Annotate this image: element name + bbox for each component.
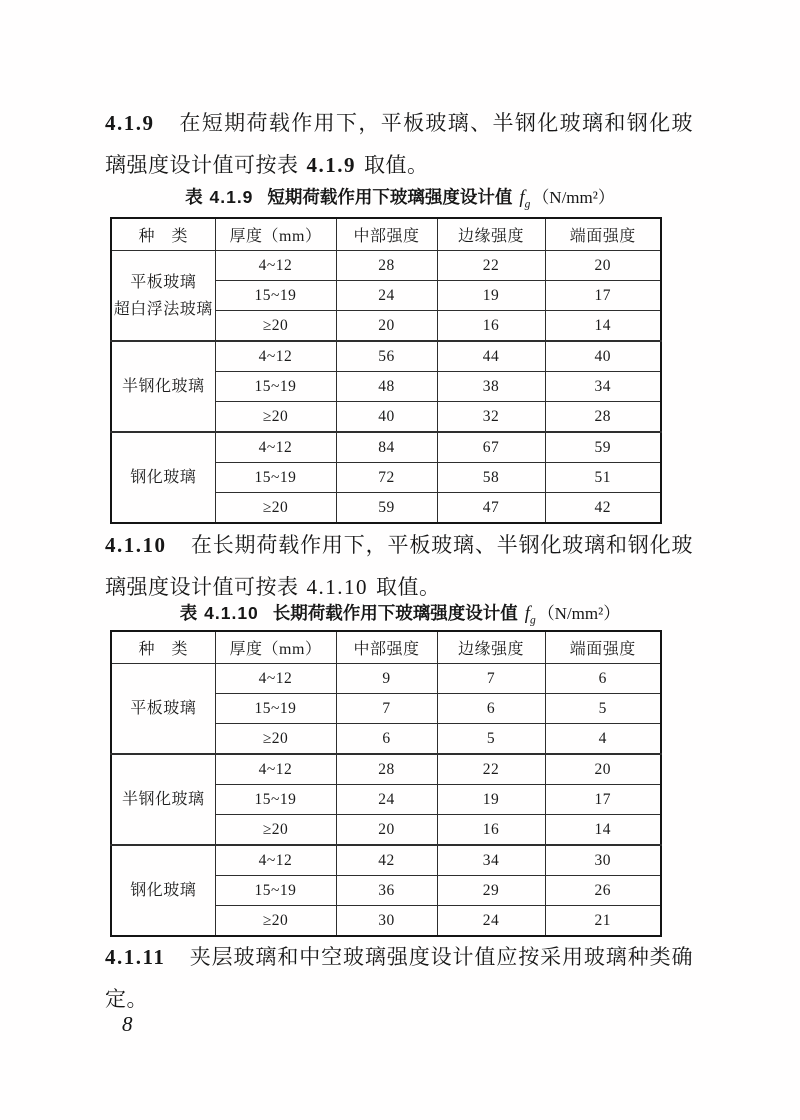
thickness-cell: 15~19 bbox=[215, 463, 336, 493]
edge-strength-cell: 34 bbox=[437, 845, 545, 876]
table-2-caption-unit: （N/mm²） bbox=[537, 604, 621, 623]
column-header-end-strength: 端面强度 bbox=[545, 218, 661, 251]
clause-4-1-10 bbox=[105, 524, 693, 608]
table-row bbox=[111, 754, 661, 785]
thickness-cell: 4~12 bbox=[215, 251, 336, 281]
mid-strength-cell: 72 bbox=[336, 463, 437, 493]
glass-kind-line: 钢化玻璃 bbox=[130, 469, 197, 486]
table-reference: 4.1.9 bbox=[306, 153, 356, 177]
clause-4-1-9 bbox=[105, 102, 693, 186]
glass-kind-line: 钢化玻璃 bbox=[130, 882, 197, 899]
mid-strength-cell: 56 bbox=[336, 341, 437, 372]
thickness-cell: 4~12 bbox=[215, 432, 336, 463]
mid-strength-cell: 84 bbox=[336, 432, 437, 463]
column-header-kind: 种 类 bbox=[111, 218, 215, 251]
mid-strength-cell: 40 bbox=[336, 402, 437, 433]
table-row bbox=[111, 251, 661, 281]
mid-strength-cell: 42 bbox=[336, 845, 437, 876]
fg-symbol bbox=[519, 188, 531, 211]
thickness-cell: ≥20 bbox=[215, 311, 336, 342]
end-strength-cell: 59 bbox=[545, 432, 661, 463]
glass-kind-cell bbox=[111, 341, 215, 432]
thickness-cell: 4~12 bbox=[215, 754, 336, 785]
thickness-cell: ≥20 bbox=[215, 493, 336, 524]
column-header-edge-strength: 边缘强度 bbox=[437, 631, 545, 664]
glass-kind-cell bbox=[111, 754, 215, 845]
thickness-cell: 4~12 bbox=[215, 845, 336, 876]
column-header-mid-strength: 中部强度 bbox=[336, 631, 437, 664]
glass-kind-line: 平板玻璃 bbox=[130, 700, 197, 717]
edge-strength-cell: 5 bbox=[437, 724, 545, 755]
f-symbol: f bbox=[524, 604, 530, 624]
column-header-kind: 种 类 bbox=[111, 631, 215, 664]
thickness-cell: 4~12 bbox=[215, 341, 336, 372]
glass-kind-line: 半钢化玻璃 bbox=[121, 791, 205, 808]
glass-kind-cell bbox=[111, 251, 215, 342]
end-strength-cell: 14 bbox=[545, 311, 661, 342]
mid-strength-cell: 6 bbox=[336, 724, 437, 755]
long-term-strength-table bbox=[110, 630, 662, 937]
thickness-cell: 4~12 bbox=[215, 664, 336, 694]
table-1-caption-label: 表 4.1.9 bbox=[185, 187, 254, 207]
clause-4-1-11 bbox=[105, 936, 693, 1020]
clause-number: 4.1.10 bbox=[105, 533, 167, 557]
glass-kind-line: 平板玻璃 bbox=[130, 273, 197, 291]
mid-strength-cell: 30 bbox=[336, 906, 437, 937]
clause-text: 夹层玻璃和中空玻璃强度设计值应按采用玻璃种类确定。 bbox=[105, 945, 693, 1011]
thickness-cell: 15~19 bbox=[215, 876, 336, 906]
edge-strength-cell: 38 bbox=[437, 372, 545, 402]
table-header-row bbox=[111, 631, 661, 664]
glass-kind-cell bbox=[111, 664, 215, 755]
thickness-cell: 15~19 bbox=[215, 785, 336, 815]
clause-number: 4.1.11 bbox=[105, 945, 166, 969]
mid-strength-cell: 36 bbox=[336, 876, 437, 906]
end-strength-cell: 26 bbox=[545, 876, 661, 906]
end-strength-cell: 20 bbox=[545, 251, 661, 281]
edge-strength-cell: 16 bbox=[437, 815, 545, 846]
clause-text: 在长期荷载作用下，平板玻璃、半钢化玻璃和钢化玻璃强度设计值可按表 bbox=[105, 533, 693, 599]
end-strength-cell: 6 bbox=[545, 664, 661, 694]
edge-strength-cell: 6 bbox=[437, 694, 545, 724]
end-strength-cell: 4 bbox=[545, 724, 661, 755]
edge-strength-cell: 58 bbox=[437, 463, 545, 493]
table-row bbox=[111, 341, 661, 372]
end-strength-cell: 21 bbox=[545, 906, 661, 937]
clause-text: 取值。 bbox=[376, 575, 441, 599]
table-2-caption-title: 长期荷载作用下玻璃强度设计值 bbox=[272, 603, 518, 623]
clause-text: 取值。 bbox=[364, 153, 429, 177]
table-row bbox=[111, 432, 661, 463]
mid-strength-cell: 48 bbox=[336, 372, 437, 402]
mid-strength-cell: 24 bbox=[336, 785, 437, 815]
mid-strength-cell: 20 bbox=[336, 815, 437, 846]
end-strength-cell: 40 bbox=[545, 341, 661, 372]
edge-strength-cell: 16 bbox=[437, 311, 545, 342]
table-1-caption bbox=[0, 184, 800, 218]
edge-strength-cell: 47 bbox=[437, 493, 545, 524]
clause-text: 在短期荷载作用下，平板玻璃、半钢化玻璃和钢化玻璃强度设计值可按表 bbox=[105, 111, 693, 177]
edge-strength-cell: 22 bbox=[437, 754, 545, 785]
end-strength-cell: 42 bbox=[545, 493, 661, 524]
fg-symbol bbox=[524, 604, 536, 627]
column-header-mid-strength: 中部强度 bbox=[336, 218, 437, 251]
mid-strength-cell: 20 bbox=[336, 311, 437, 342]
column-header-end-strength: 端面强度 bbox=[545, 631, 661, 664]
end-strength-cell: 5 bbox=[545, 694, 661, 724]
end-strength-cell: 17 bbox=[545, 785, 661, 815]
column-header-thickness: 厚度（mm） bbox=[215, 218, 336, 251]
end-strength-cell: 30 bbox=[545, 845, 661, 876]
end-strength-cell: 51 bbox=[545, 463, 661, 493]
edge-strength-cell: 24 bbox=[437, 906, 545, 937]
thickness-cell: ≥20 bbox=[215, 815, 336, 846]
mid-strength-cell: 59 bbox=[336, 493, 437, 524]
edge-strength-cell: 67 bbox=[437, 432, 545, 463]
thickness-cell: 15~19 bbox=[215, 372, 336, 402]
table-1-caption-unit: （N/mm²） bbox=[532, 188, 615, 207]
f-symbol: f bbox=[519, 188, 525, 208]
column-header-edge-strength: 边缘强度 bbox=[437, 218, 545, 251]
g-subscript: g bbox=[529, 614, 536, 627]
glass-kind-line: 半钢化玻璃 bbox=[121, 378, 205, 395]
end-strength-cell: 14 bbox=[545, 815, 661, 846]
edge-strength-cell: 22 bbox=[437, 251, 545, 281]
glass-kind-line: 超白浮法玻璃 bbox=[113, 300, 213, 318]
thickness-cell: ≥20 bbox=[215, 724, 336, 755]
mid-strength-cell: 24 bbox=[336, 281, 437, 311]
edge-strength-cell: 7 bbox=[437, 664, 545, 694]
clause-number: 4.1.9 bbox=[105, 111, 155, 135]
glass-kind-cell bbox=[111, 845, 215, 936]
edge-strength-cell: 29 bbox=[437, 876, 545, 906]
short-term-strength-table bbox=[110, 217, 662, 524]
table-row bbox=[111, 664, 661, 694]
thickness-cell: ≥20 bbox=[215, 402, 336, 433]
edge-strength-cell: 44 bbox=[437, 341, 545, 372]
table-2-caption-label: 表 4.1.10 bbox=[179, 603, 259, 623]
mid-strength-cell: 28 bbox=[336, 251, 437, 281]
thickness-cell: 15~19 bbox=[215, 694, 336, 724]
end-strength-cell: 34 bbox=[545, 372, 661, 402]
table-header-row bbox=[111, 218, 661, 251]
table-2-caption bbox=[0, 600, 800, 634]
end-strength-cell: 28 bbox=[545, 402, 661, 433]
edge-strength-cell: 32 bbox=[437, 402, 545, 433]
end-strength-cell: 17 bbox=[545, 281, 661, 311]
edge-strength-cell: 19 bbox=[437, 281, 545, 311]
edge-strength-cell: 19 bbox=[437, 785, 545, 815]
glass-kind-cell bbox=[111, 432, 215, 523]
thickness-cell: ≥20 bbox=[215, 906, 336, 937]
table-reference: 4.1.10 bbox=[306, 575, 368, 599]
table-row bbox=[111, 845, 661, 876]
column-header-thickness: 厚度（mm） bbox=[215, 631, 336, 664]
g-subscript: g bbox=[524, 198, 531, 211]
table-1-caption-title: 短期荷载作用下玻璃强度设计值 bbox=[267, 187, 513, 207]
thickness-cell: 15~19 bbox=[215, 281, 336, 311]
mid-strength-cell: 7 bbox=[336, 694, 437, 724]
mid-strength-cell: 9 bbox=[336, 664, 437, 694]
mid-strength-cell: 28 bbox=[336, 754, 437, 785]
end-strength-cell: 20 bbox=[545, 754, 661, 785]
page-number: 8 bbox=[122, 1012, 134, 1036]
